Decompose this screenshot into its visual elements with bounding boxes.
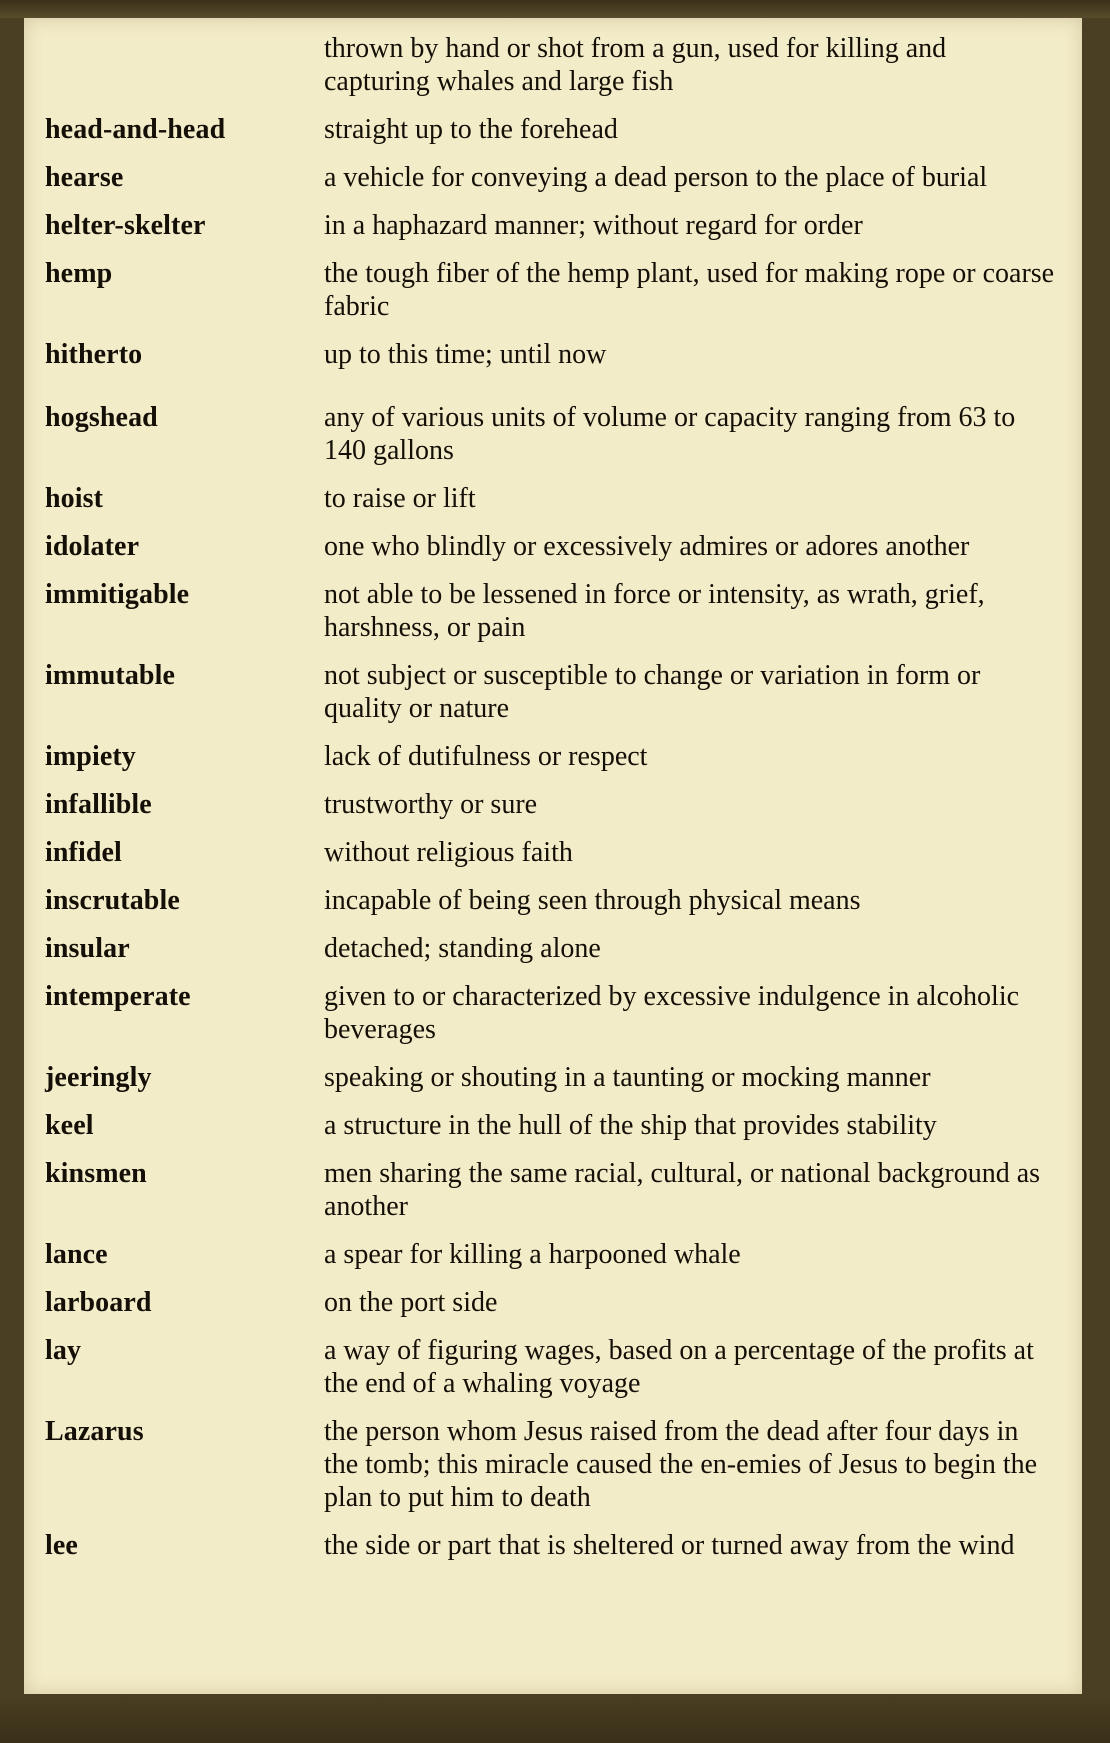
glossary-definition: men sharing the same racial, cultural, or national background as another (324, 1158, 1041, 1222)
glossary-definition: to raise or lift (324, 483, 476, 514)
glossary-definition: one who blindly or excessively admires or adores another (324, 531, 970, 562)
glossary-definition: on the port side (324, 1287, 498, 1318)
glossary-definition: trustworthy or sure (324, 789, 538, 820)
glossary-term: idolater (45, 531, 140, 562)
glossary-term: immitigable (45, 579, 190, 610)
glossary-definition: lack of dutifulness or respect (324, 741, 648, 772)
glossary-entry (24, 1415, 1082, 1514)
glossary-entry (24, 1334, 1082, 1400)
glossary-term: hemp (45, 258, 113, 289)
glossary-term: intemperate (45, 981, 191, 1012)
glossary-term: hogshead (45, 402, 158, 433)
glossary-entry (24, 32, 1082, 98)
glossary-definition: given to or characterized by excessive indulgence in alcoholic beverages (324, 981, 1020, 1045)
glossary-term: larboard (45, 1287, 152, 1318)
glossary-definition: not subject or susceptible to change or variation in form or quality or nature (324, 660, 981, 724)
glossary-entry (24, 161, 1082, 194)
glossary-term: lance (45, 1239, 108, 1270)
glossary-term: kinsmen (45, 1158, 147, 1189)
glossary-definition: speaking or shouting in a taunting or mocking manner (324, 1062, 931, 1093)
glossary-definition: the side or part that is sheltered or turned away from the wind (324, 1530, 1015, 1561)
glossary-entry (24, 1109, 1082, 1142)
glossary-entry (24, 401, 1082, 467)
glossary-definition: incapable of being seen through physical means (324, 885, 861, 916)
glossary-entry (24, 932, 1082, 965)
glossary-definition: any of various units of volume or capacity ranging from 63 to 140 gallons (324, 402, 1016, 466)
frame-bottom-border (0, 1694, 1110, 1743)
glossary-definition: not able to be lessened in force or intensity, as wrath, grief, harshness, or pain (324, 579, 985, 643)
glossary-term: keel (45, 1110, 94, 1141)
glossary-term: lee (45, 1530, 78, 1561)
glossary-entry (24, 338, 1082, 371)
glossary-definition: thrown by hand or shot from a gun, used for killing and capturing whales and large fish (324, 33, 947, 97)
glossary-term: jeeringly (45, 1062, 152, 1093)
glossary-entry (24, 209, 1082, 242)
glossary-term: infallible (45, 789, 152, 820)
glossary-term: head-and-head (45, 114, 226, 145)
glossary-definition: a vehicle for conveying a dead person to the place of burial (324, 162, 988, 193)
glossary-entry (24, 113, 1082, 146)
glossary-definition: the person whom Jesus raised from the dead after four days in the tomb; this miracle caused the en-emies of Jesus to begin the plan to put him to death (324, 1416, 1038, 1513)
glossary-definition: a spear for killing a harpooned whale (324, 1239, 741, 1270)
glossary-entry (24, 1061, 1082, 1094)
glossary-definition: without religious faith (324, 837, 573, 868)
glossary-term: immutable (45, 660, 176, 691)
glossary-term: inscrutable (45, 885, 180, 916)
glossary-entry (24, 1238, 1082, 1271)
glossary-term: helter-skelter (45, 210, 206, 241)
glossary-entry (24, 836, 1082, 869)
frame-top-border (0, 0, 1110, 18)
glossary-entry (24, 482, 1082, 515)
glossary-term: insular (45, 933, 130, 964)
glossary-entry (24, 257, 1082, 323)
glossary-entry (24, 1157, 1082, 1223)
glossary-definition: in a haphazard manner; without regard for order (324, 210, 863, 241)
glossary-entry (24, 788, 1082, 821)
glossary-entry (24, 1286, 1082, 1319)
glossary-definition: up to this time; until now (324, 339, 607, 370)
glossary-list (24, 32, 1082, 1577)
glossary-term: impiety (45, 741, 136, 772)
glossary-term: hitherto (45, 339, 143, 370)
glossary-definition: a structure in the hull of the ship that provides stability (324, 1110, 937, 1141)
glossary-term: Lazarus (45, 1416, 144, 1447)
glossary-term: lay (45, 1335, 82, 1366)
glossary-term: infidel (45, 837, 122, 868)
glossary-entry (24, 578, 1082, 644)
glossary-term: hoist (45, 483, 104, 514)
glossary-entry (24, 659, 1082, 725)
glossary-entry (24, 980, 1082, 1046)
glossary-definition: detached; standing alone (324, 933, 601, 964)
glossary-entry (24, 1529, 1082, 1562)
glossary-term: hearse (45, 162, 124, 193)
glossary-definition: a way of figuring wages, based on a percentage of the profits at the end of a whaling voyage (324, 1335, 1034, 1399)
glossary-definition: the tough fiber of the hemp plant, used for making rope or coarse fabric (324, 258, 1055, 322)
glossary-entry (24, 884, 1082, 917)
glossary-entry (24, 740, 1082, 773)
glossary-entry (24, 530, 1082, 563)
glossary-definition: straight up to the forehead (324, 114, 618, 145)
glossary-page (24, 18, 1082, 1694)
